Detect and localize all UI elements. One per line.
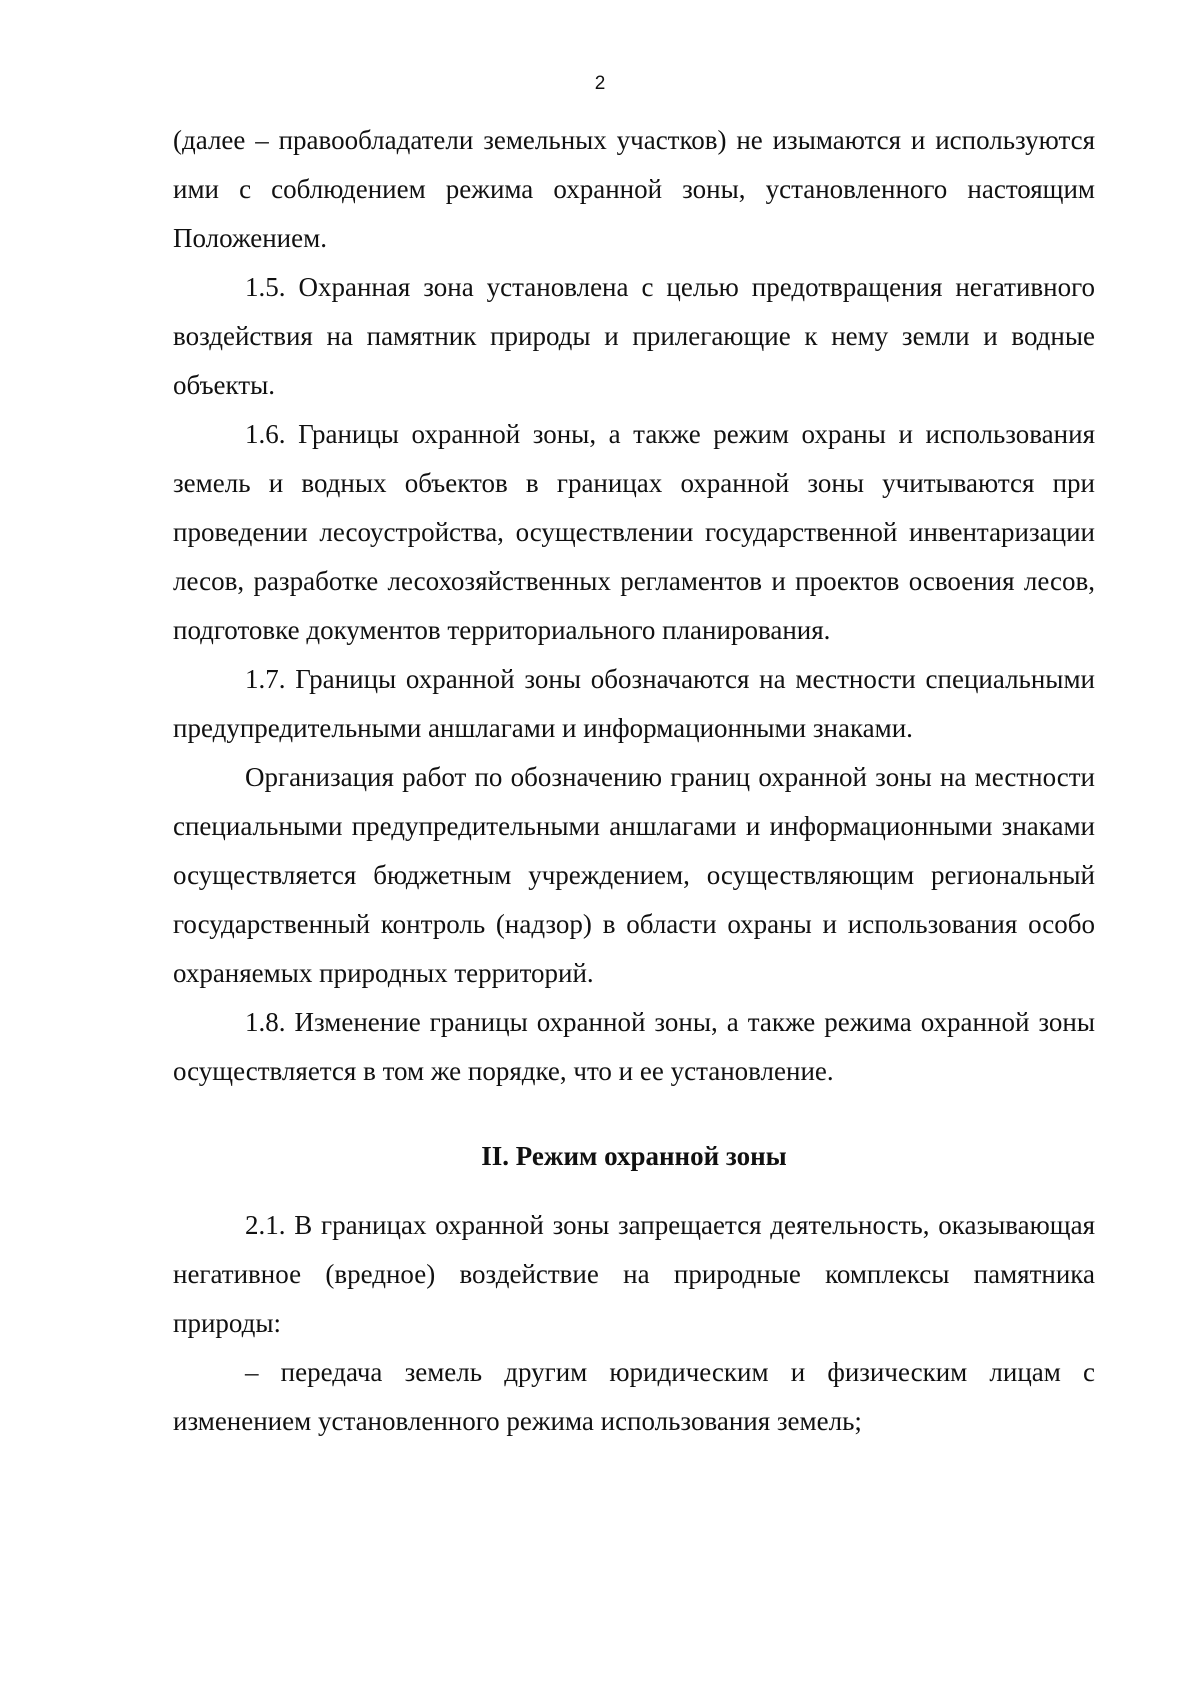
document-body — [173, 116, 1095, 1446]
paragraph-1-8: 1.8. Изменение границы охранной зоны, а также режима охранной зоны осуществляется в том же порядке, что и ее установление. — [173, 1007, 1095, 1086]
paragraph-1-5: 1.5. Охранная зона установлена с целью предотвращения негативного воздействия на памятник природы и прилегающие к нему земли и водные объекты. — [173, 272, 1095, 400]
paragraph-1-7: 1.7. Границы охранной зоны обозначаются на местности специальными предупредительными аншлагами и информационными знаками. — [173, 664, 1095, 743]
paragraph-continuation: (далее – правообладатели земельных участков) не изымаются и используются ими с соблюдением режима охранной зоны, установленного настоящим Положением. — [173, 125, 1095, 253]
section-heading: II. Режим охранной зоны — [481, 1141, 787, 1171]
paragraph-1-6: 1.6. Границы охранной зоны, а также режим охраны и использования земель и водных объектов в границах охранной зоны учитываются при проведении лесоустройства, осуществлении государственной инвентаризации лесов, разработке лесохозяйственных регламентов и проектов освоения лесов, подготовке документов территориального планирования. — [173, 419, 1095, 645]
list-item: – передача земель другим юридическим и физическим лицам с изменением установленного режима использования земель; — [173, 1357, 1095, 1436]
paragraph-2-1: 2.1. В границах охранной зоны запрещается деятельность, оказывающая негативное (вредное) воздействие на природные комплексы памятника природы: — [173, 1210, 1095, 1338]
page-number: 2 — [594, 73, 606, 94]
paragraph-1-7-organization: Организация работ по обозначению границ охранной зоны на местности специальными предупредительными аншлагами и информационными знаками осуществляется бюджетным учреждением, осуществляющим региональный государственный контроль (надзор) в области охраны и использования особо охраняемых природных территорий. — [173, 762, 1095, 988]
